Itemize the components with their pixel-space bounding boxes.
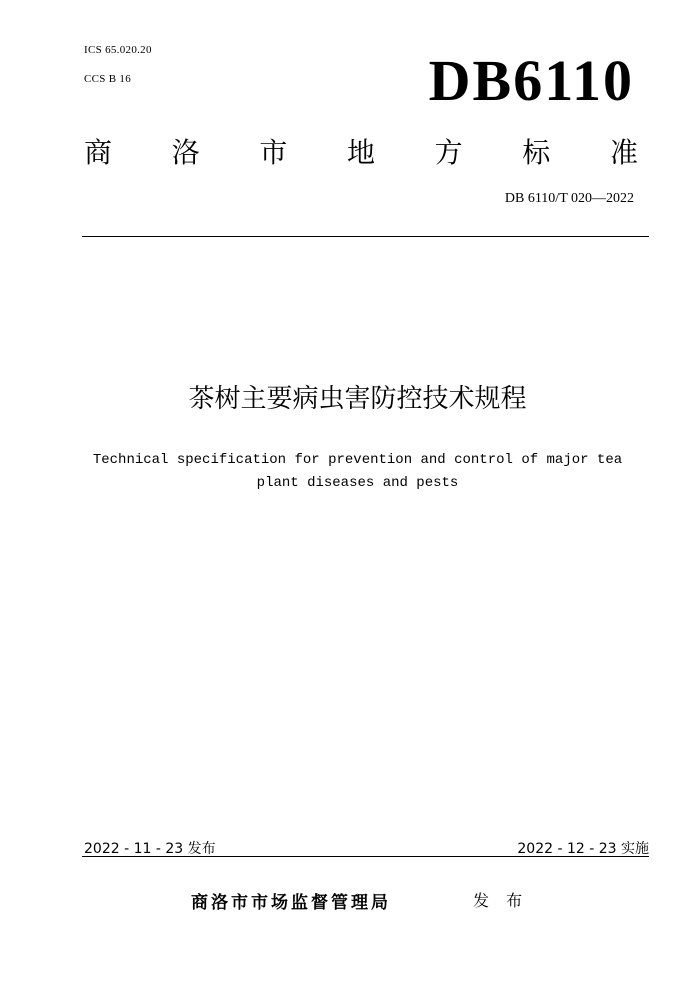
ccs-code: CCS B 16 xyxy=(84,73,132,85)
top-divider xyxy=(82,236,649,237)
publish-label: 发 布 xyxy=(473,891,529,910)
standard-type-char: 准 xyxy=(609,136,638,169)
document-title-english: Technical specification for prevention and control of major tea plant diseases and pests xyxy=(92,452,623,491)
implementation-date: 2022 - 12 - 23 实施 xyxy=(517,841,649,857)
db-code: DB6110 xyxy=(428,48,634,113)
standard-type-char: 地 xyxy=(346,136,375,169)
issue-date: 2022 - 11 - 23 发布 xyxy=(84,841,216,857)
standard-type-char: 标 xyxy=(522,136,551,169)
standard-type-char: 市 xyxy=(259,136,288,169)
standard-type-char: 洛 xyxy=(171,136,200,169)
standard-type-title xyxy=(84,138,638,169)
bottom-divider xyxy=(82,856,649,857)
issuing-authority: 商洛市市场监督管理局 xyxy=(191,893,391,913)
document-title-chinese: 茶树主要病虫害防控技术规程 xyxy=(188,384,527,414)
standard-number: DB 6110/T 020—2022 xyxy=(504,191,634,206)
standard-type-char: 方 xyxy=(434,136,463,169)
ics-code: ICS 65.020.20 xyxy=(84,44,152,56)
standard-type-char: 商 xyxy=(84,136,113,169)
